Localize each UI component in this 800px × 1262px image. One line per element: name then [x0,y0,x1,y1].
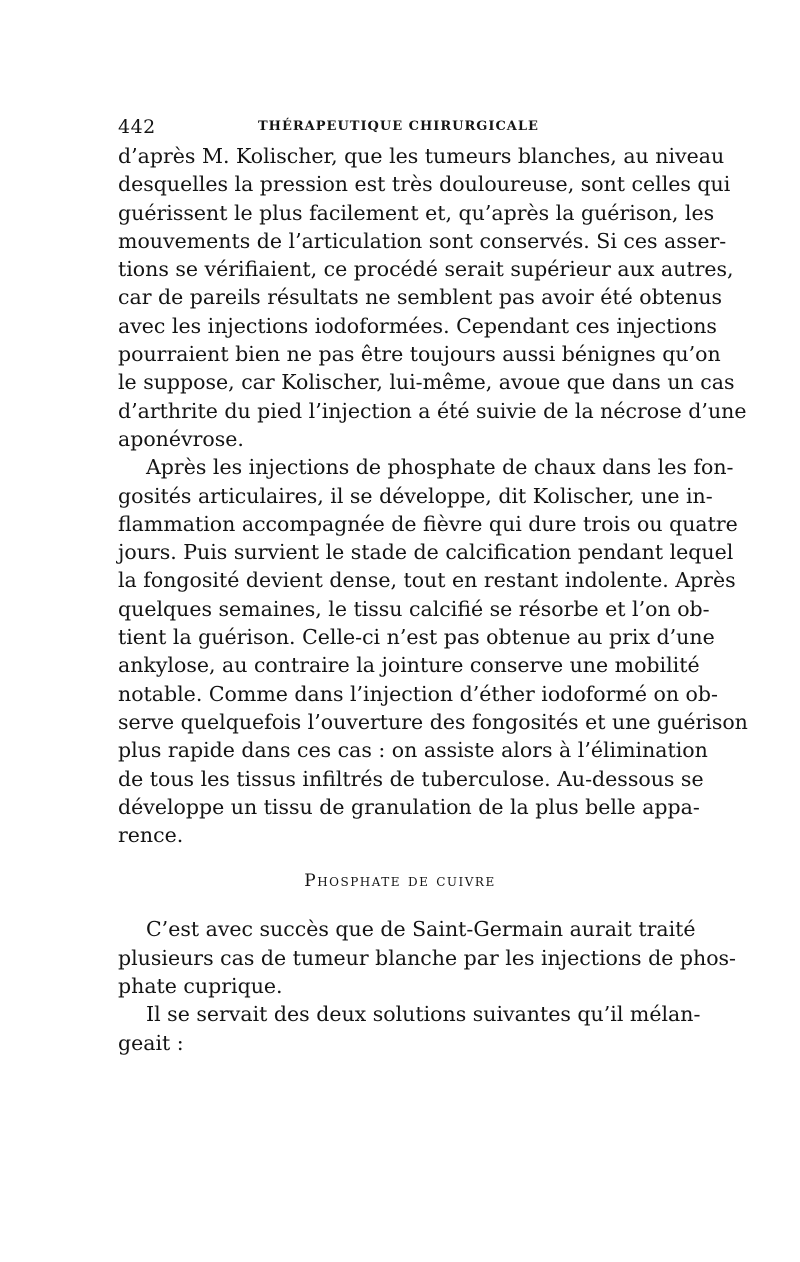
text-line: de tous les tissus infiltrés de tuberculose. Au-dessous se [118,766,704,791]
running-head [118,116,682,138]
text-line: quelques semaines, le tissu calcifié se résorbe et l’on ob- [118,596,710,621]
text-line: notable. Comme dans l’injection d’éther iodoformé on ob- [118,681,718,706]
text-line: d’après M. Kolischer, que les tumeurs blanches, au niveau [118,144,725,168]
text-line: rence. [118,823,184,848]
text-line: Après les injections de phosphate de chaux dans les fon- [146,455,734,480]
text-line: guérissent le plus facilement et, qu’après la guérison, les [118,200,715,225]
paragraph-phosphate-de-chaux [118,453,748,849]
paragraph-solutions [118,1000,701,1057]
text-line: C’est avec succès que de Saint-Germain aurait traité [146,917,696,942]
text-line: flammation accompagnée de fièvre qui dure trois ou quatre [118,511,738,536]
text-line: phate cuprique. [118,974,283,999]
text-line: tions se vérifiaient, ce procédé serait supérieur aux autres, [118,257,734,282]
text-line: gosités articulaires, il se développe, dit Kolischer, une in- [118,483,713,508]
text-line: aponévrose. [118,426,244,451]
text-line: Il se servait des deux solutions suivantes qu’il mélan- [146,1002,701,1027]
page-number: 442 [118,116,156,138]
text-line: le suppose, car Kolischer, lui-même, avoue que dans un cas [118,370,735,395]
text-line: d’arthrite du pied l’injection a été suivie de la nécrose d’une [118,398,747,423]
text-line: plus rapide dans ces cas : on assiste alors à l’élimination [118,738,708,763]
text-line: serve quelquefois l’ouverture des fongosités et une guérison [118,709,748,734]
paragraph-kolischer-claims [118,142,747,453]
text-line: desquelles la pression est très douloureuse, sont celles qui [118,172,731,197]
text-line: mouvements de l’articulation sont conservés. Si ces asser- [118,228,727,253]
section-heading: Phosphate de cuivre [304,871,496,892]
text-line: ankylose, au contraire la jointure conserve une mobilité [118,653,700,678]
text-line: jours. Puis survient le stade de calcification pendant lequel [118,540,734,565]
text-line: tient la guérison. Celle-ci n’est pas obtenue au prix d’une [118,625,715,650]
running-title: THÉRAPEUTIQUE CHIRURGICALE [258,119,539,134]
text-line: la fongosité devient dense, tout en restant indolente. Après [118,568,736,593]
text-line: avec les injections iodoformées. Cependant ces injections [118,313,717,338]
text-line: plusieurs cas de tumeur blanche par les injections de phos- [118,945,736,970]
text-line: développe un tissu de granulation de la plus belle appa- [118,794,700,819]
text-line: car de pareils résultats ne semblent pas avoir été obtenus [118,285,723,310]
paragraph-saint-germain [118,915,736,1000]
text-line: pourraient bien ne pas être toujours aussi bénignes qu’on [118,342,721,367]
text-line: geait : [118,1030,184,1055]
book-page [118,116,748,1057]
